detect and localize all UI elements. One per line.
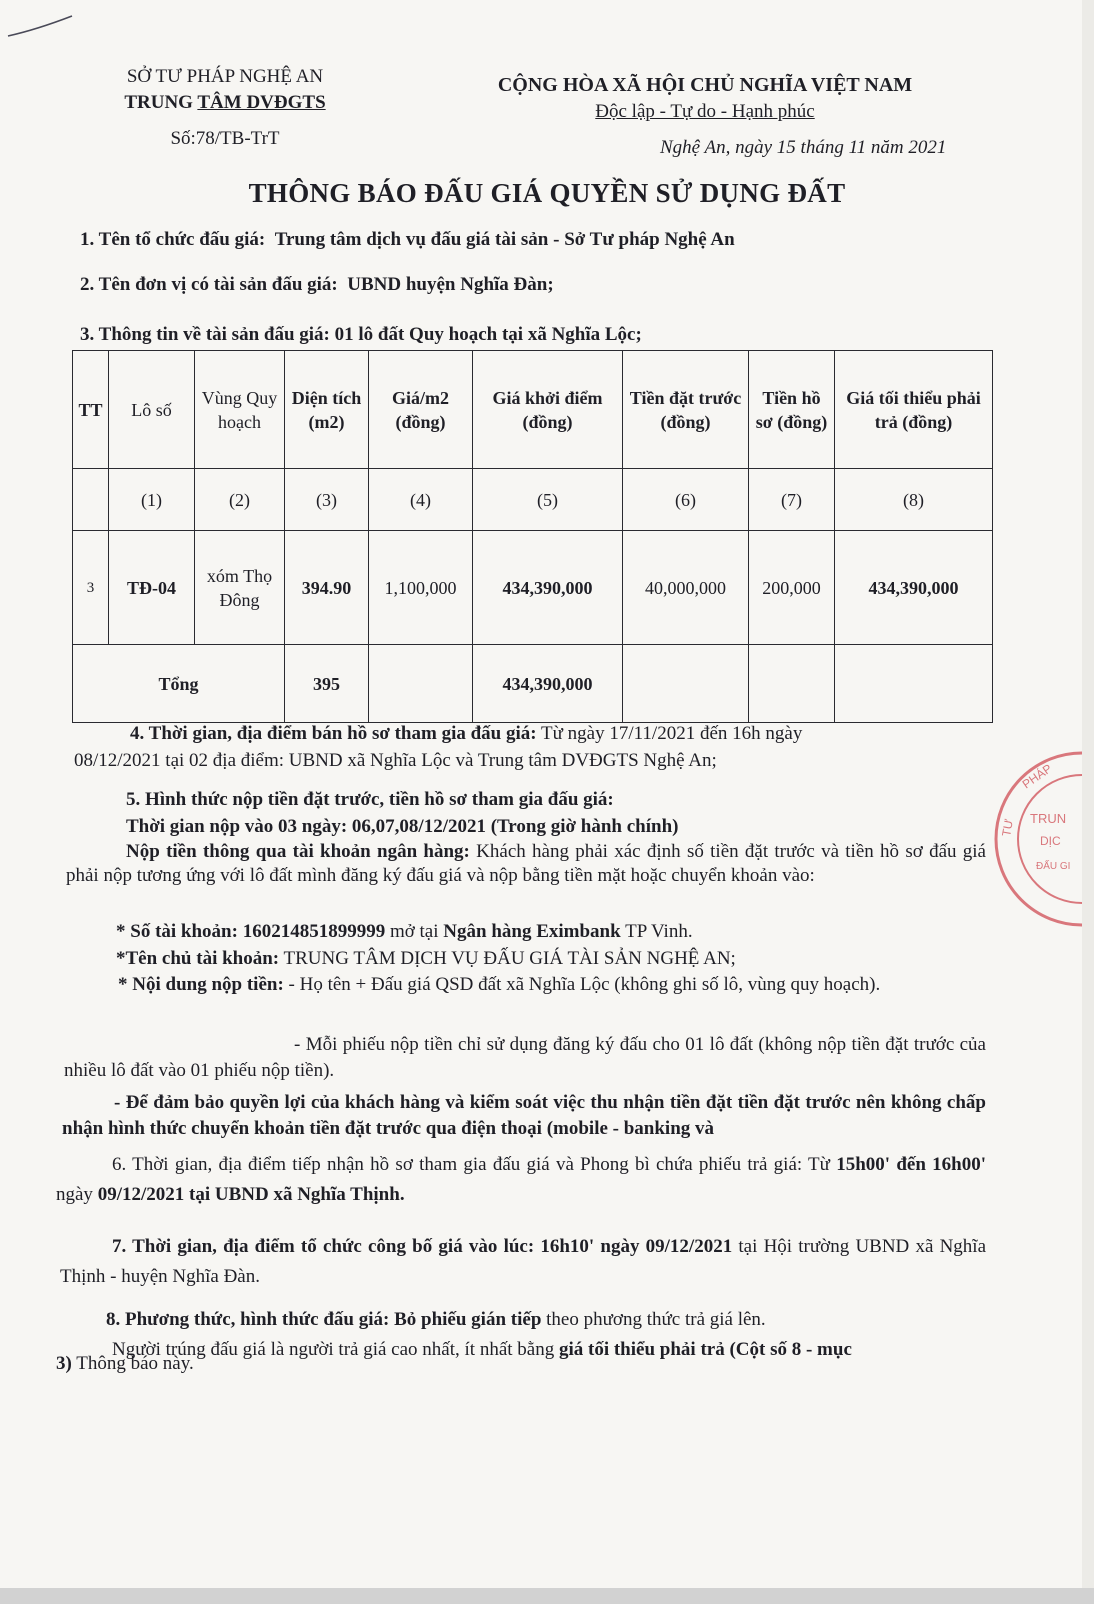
th-min-price: Giá tối thiểu phải trả (đồng) bbox=[835, 351, 993, 469]
asset-table bbox=[72, 350, 993, 723]
agency-unit bbox=[80, 92, 370, 114]
th-start-price: Giá khởi điểm (đồng) bbox=[473, 351, 623, 469]
idx-cell: (1) bbox=[109, 469, 195, 531]
section-5-bank-label: Nộp tiền thông qua tài khoản ngân hàng: bbox=[126, 841, 470, 862]
section-6-text2: ngày bbox=[56, 1184, 98, 1205]
idx-cell: (6) bbox=[623, 469, 749, 531]
total-empty bbox=[749, 645, 835, 723]
section-5-label: 5. Hình thức nộp tiền đặt trước, tiền hồ sơ tham gia đấu giá: bbox=[126, 789, 614, 810]
payment-content-label: * Nội dung nộp tiền: bbox=[118, 974, 284, 995]
cell-min-price: 434,390,000 bbox=[835, 531, 993, 645]
cell-zone: xóm Thọ Đông bbox=[195, 531, 285, 645]
total-empty bbox=[835, 645, 993, 723]
section-2-label: 2. Tên đơn vị có tài sản đấu giá: bbox=[80, 274, 338, 295]
payment-content bbox=[66, 972, 986, 998]
th-price-m2: Giá/m2 (đồng) bbox=[369, 351, 473, 469]
agency-unit-underlined: TÂM DVĐGTS bbox=[197, 92, 326, 113]
account-owner-line bbox=[116, 945, 736, 972]
national-motto: Độc lập - Tự do - Hạnh phúc bbox=[595, 101, 815, 122]
th-fee: Tiền hồ sơ (đồng) bbox=[749, 351, 835, 469]
official-seal bbox=[990, 745, 1094, 935]
cell-deposit: 40,000,000 bbox=[623, 531, 749, 645]
svg-text:DỊC: DỊC bbox=[1040, 834, 1061, 848]
idx-cell bbox=[73, 469, 109, 531]
th-tt: TT bbox=[73, 351, 109, 469]
section-4-label: 4. Thời gian, địa điểm bán hồ sơ tham gia đấu giá: bbox=[130, 723, 537, 744]
section-8-line3 bbox=[56, 1350, 194, 1377]
account-number: 160214851899999 bbox=[237, 921, 386, 942]
th-lot: Lô số bbox=[109, 351, 195, 469]
cell-lot: TĐ-04 bbox=[109, 531, 195, 645]
table-total-row bbox=[73, 645, 993, 723]
th-deposit: Tiền đặt trước (đồng) bbox=[623, 351, 749, 469]
idx-cell: (3) bbox=[285, 469, 369, 531]
document-date: Nghệ An, ngày 15 tháng 11 năm 2021 bbox=[660, 137, 947, 158]
total-label: Tổng bbox=[73, 645, 285, 723]
section-7-text2: UBND xã Nghĩa Thịnh - huyện Nghĩa Đàn. bbox=[60, 1236, 987, 1287]
section-3: 3. Thông tin về tài sản đấu giá: 01 lô đất Quy hoạch tại xã Nghĩa Lộc; bbox=[80, 324, 642, 345]
table-index-row bbox=[73, 469, 993, 531]
section-7-label: 7. Thời gian, địa điểm tổ chức công bố giá vào lúc: 16h10' ngày 09/12/2021 bbox=[112, 1236, 733, 1257]
section-7 bbox=[60, 1232, 986, 1292]
th-zone: Vùng Quy hoạch bbox=[195, 351, 285, 469]
section-8-text: theo phương thức trả giá lên. bbox=[541, 1309, 766, 1330]
section-7-text1: tại Hội trường bbox=[732, 1236, 850, 1257]
idx-cell: (5) bbox=[473, 469, 623, 531]
section-8-label: 8. Phương thức, hình thức đấu giá: bbox=[106, 1309, 390, 1330]
agency-name: SỞ TƯ PHÁP NGHỆ AN bbox=[126, 66, 324, 87]
document-title: THÔNG BÁO ĐẤU GIÁ QUYỀN SỬ DỤNG ĐẤT bbox=[248, 178, 846, 208]
table-row bbox=[73, 531, 993, 645]
cell-start-price: 434,390,000 bbox=[473, 531, 623, 645]
cell-tt: 3 bbox=[73, 531, 109, 645]
section-6 bbox=[56, 1150, 986, 1210]
total-empty bbox=[623, 645, 749, 723]
section-8-line1 bbox=[106, 1306, 766, 1333]
section-2-value: UBND huyện Nghĩa Đàn; bbox=[347, 274, 554, 295]
total-area: 395 bbox=[285, 645, 369, 723]
svg-text:PHÁP: PHÁP bbox=[1019, 761, 1055, 792]
section-8-line2 bbox=[112, 1336, 852, 1363]
idx-cell: (8) bbox=[835, 469, 993, 531]
section-6-time-start: 15h00' bbox=[836, 1154, 891, 1175]
agency-unit-prefix: TRUNG bbox=[124, 92, 198, 113]
account-bank: Ngân hàng Eximbank bbox=[443, 921, 621, 942]
scan-bottom-bar bbox=[0, 1588, 1094, 1604]
payment-content-text: - Họ tên + Đấu giá QSD đất xã Nghĩa Lộc (không ghi số lô, vùng quy hoạch). bbox=[283, 974, 881, 995]
document-number: Số:78/TB-TrT bbox=[170, 128, 280, 149]
section-1-value: Trung tâm dịch vụ đấu giá tài sản - Sở Tư pháp Nghệ An bbox=[274, 229, 735, 250]
section-5-bank-text: Khách hàng phải xác định số tiền đặt trước và tiền hồ sơ đấu giá phải nộp tương ứng với lô đất mình đăng ký đấu giá và nộp bằng tiền mặt hoặc chuyển khoản vào: bbox=[66, 841, 986, 886]
idx-cell: (7) bbox=[749, 469, 835, 531]
payment-note: - Mỗi phiếu nộp tiền chỉ sử dụng đăng ký đấu cho 01 lô đất (không nộp tiền đặt trước của nhiều lô đất vào 01 phiếu nộp tiền). bbox=[64, 1034, 986, 1081]
section-4-text1: Từ ngày 17/11/2021 đến 16h ngày bbox=[536, 723, 803, 744]
section-4-line2: 08/12/2021 tại 02 địa điểm: UBND xã Nghĩa Lộc và Trung tâm DVĐGTS Nghệ An; bbox=[74, 750, 717, 771]
svg-text:TRUN: TRUN bbox=[1030, 811, 1067, 826]
section-5-time: Thời gian nộp vào 03 ngày: 06,07,08/12/2021 (Trong giờ hành chính) bbox=[126, 816, 679, 837]
account-number-line bbox=[116, 918, 693, 945]
svg-text:ĐẤU GI: ĐẤU GI bbox=[1036, 861, 1071, 872]
account-owner-label: *Tên chủ tài khoản: bbox=[116, 948, 280, 969]
section-8-line2a: Người trúng đấu giá là người trả giá cao nhất, ít nhất bằng bbox=[112, 1339, 559, 1360]
account-city: TP Vinh. bbox=[620, 921, 693, 942]
section-6-time-end: đến 16h00' bbox=[896, 1154, 986, 1175]
total-start-price: 434,390,000 bbox=[473, 645, 623, 723]
section-2 bbox=[80, 272, 554, 298]
section-8-line3b: Thông báo này. bbox=[71, 1353, 194, 1374]
section-8-method: Bỏ phiếu gián tiếp bbox=[389, 1309, 542, 1330]
payment-warning: - Để đảm bảo quyền lợi của khách hàng và kiểm soát việc thu nhận tiền đặt tiền đặt trước nên không chấp nhận hình thức chuyển khoản tiền đặt trước qua điện thoại (mobile - banking và bbox=[62, 1092, 986, 1139]
national-title: CỘNG HÒA XÃ HỘI CHỦ NGHĨA VIỆT NAM bbox=[497, 74, 913, 96]
account-number-label: * Số tài khoản: bbox=[116, 921, 238, 942]
cell-area: 394.90 bbox=[285, 531, 369, 645]
section-8-line3a: 3) bbox=[56, 1353, 72, 1374]
idx-cell: (4) bbox=[369, 469, 473, 531]
svg-text:TƯ: TƯ bbox=[999, 817, 1017, 838]
total-empty bbox=[369, 645, 473, 723]
th-area: Diện tích (m2) bbox=[285, 351, 369, 469]
idx-cell: (2) bbox=[195, 469, 285, 531]
pen-mark bbox=[6, 12, 76, 42]
cell-fee: 200,000 bbox=[749, 531, 835, 645]
section-1 bbox=[80, 227, 735, 253]
section-6-date: 09/12/2021 tại UBND xã Nghĩa Thịnh. bbox=[97, 1184, 405, 1205]
section-5-bank bbox=[66, 840, 986, 888]
section-8-line2b: giá tối thiểu phải trả (Cột số 8 - mục bbox=[558, 1339, 852, 1360]
section-4-line1 bbox=[130, 720, 802, 747]
cell-price-m2: 1,100,000 bbox=[369, 531, 473, 645]
account-mid: mở tại bbox=[385, 921, 444, 942]
section-6-text: 6. Thời gian, địa điểm tiếp nhận hồ sơ tham gia đấu giá và Phong bì chứa phiếu trả giá: Từ bbox=[112, 1154, 837, 1175]
account-owner: TRUNG TÂM DỊCH VỤ ĐẤU GIÁ TÀI SẢN NGHỆ AN; bbox=[279, 948, 736, 969]
table-header-row bbox=[73, 351, 993, 469]
page-edge bbox=[1082, 0, 1094, 1588]
section-1-label: 1. Tên tổ chức đấu giá: bbox=[80, 229, 266, 250]
